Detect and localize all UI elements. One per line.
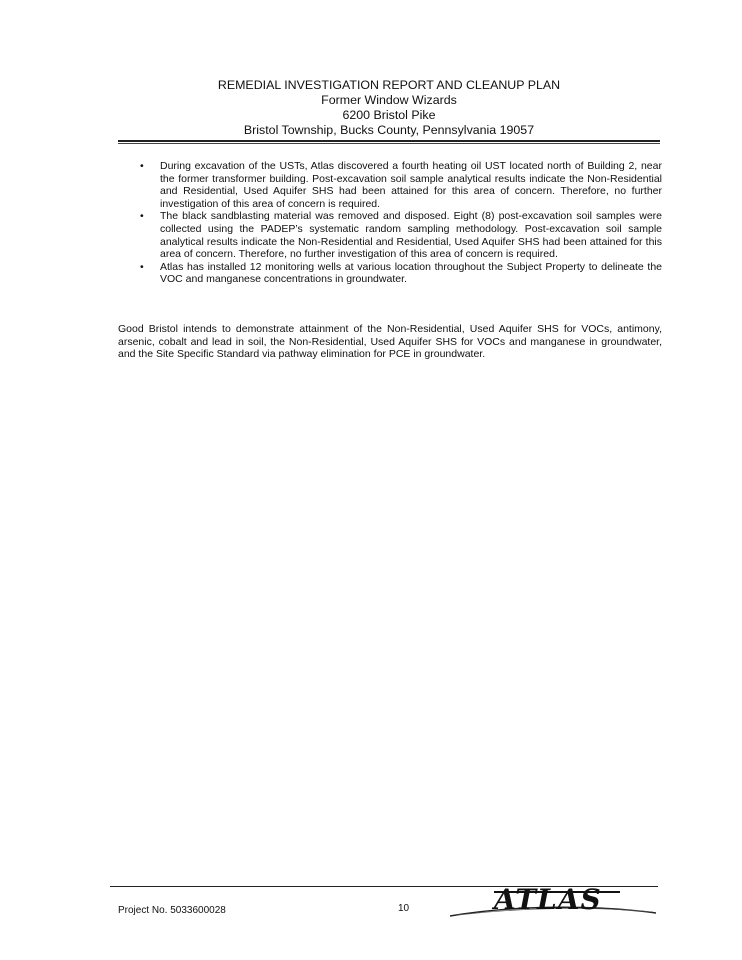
site-location: Bristol Township, Bucks County, Pennsylvania 19057 xyxy=(243,123,535,137)
list-item xyxy=(140,210,662,260)
bullet-icon: • xyxy=(140,260,144,273)
bullet-icon: • xyxy=(140,210,144,223)
list-item xyxy=(140,261,662,286)
summary-paragraph: Good Bristol intends to demonstrate attainment of the Non-Residential, Used Aquifer SHS for VOCs, antimony, arsenic, cobalt and lead in soil, the Non-Residential, Used Aquifer SHS for VOCs and manganese in groundwater, and the Site Specific Standard via pathway elimination for PCE in groundwater. xyxy=(118,323,662,361)
project-number: Project No. 5033600028 xyxy=(118,905,226,916)
list-item xyxy=(140,160,662,210)
list-item-text: Atlas has installed 12 monitoring wells at various location throughout the Subject Property to delineate the VOC and manganese concentrations in groundwater. xyxy=(160,260,662,286)
site-address: 6200 Bristol Pike xyxy=(342,108,436,122)
header-divider xyxy=(118,140,660,142)
page-number: 10 xyxy=(398,903,410,914)
report-header xyxy=(118,78,660,138)
atlas-logo xyxy=(448,884,658,920)
findings-list xyxy=(140,160,662,286)
bullet-icon: • xyxy=(140,160,144,172)
header-divider-thin xyxy=(118,143,660,144)
list-item-text: During excavation of the USTs, Atlas discovered a fourth heating oil UST located north of Building 2, near the former transformer building. Post-excavation soil sample analytical results indicate the Non-Residential and Residential, Used Aquifer SHS had been attained for this area of concern. Therefore, no further investigation of this area of concern is required. xyxy=(160,160,662,210)
list-item-text: The black sandblasting material was removed and disposed. Eight (8) post-excavation soil samples were collected using the PADEP’s systematic random sampling methodology. Post-excavation soil sample analytical results indicate the Non-Residential and Residential, Used Aquifer SHS had been attained for this area of concern. Therefore, no further investigation of this area of concern is required. xyxy=(160,210,662,261)
logo-text: ATLAS xyxy=(494,883,602,916)
report-title: REMEDIAL INVESTIGATION REPORT AND CLEANUP PLAN xyxy=(217,78,561,92)
site-name: Former Window Wizards xyxy=(321,93,457,107)
